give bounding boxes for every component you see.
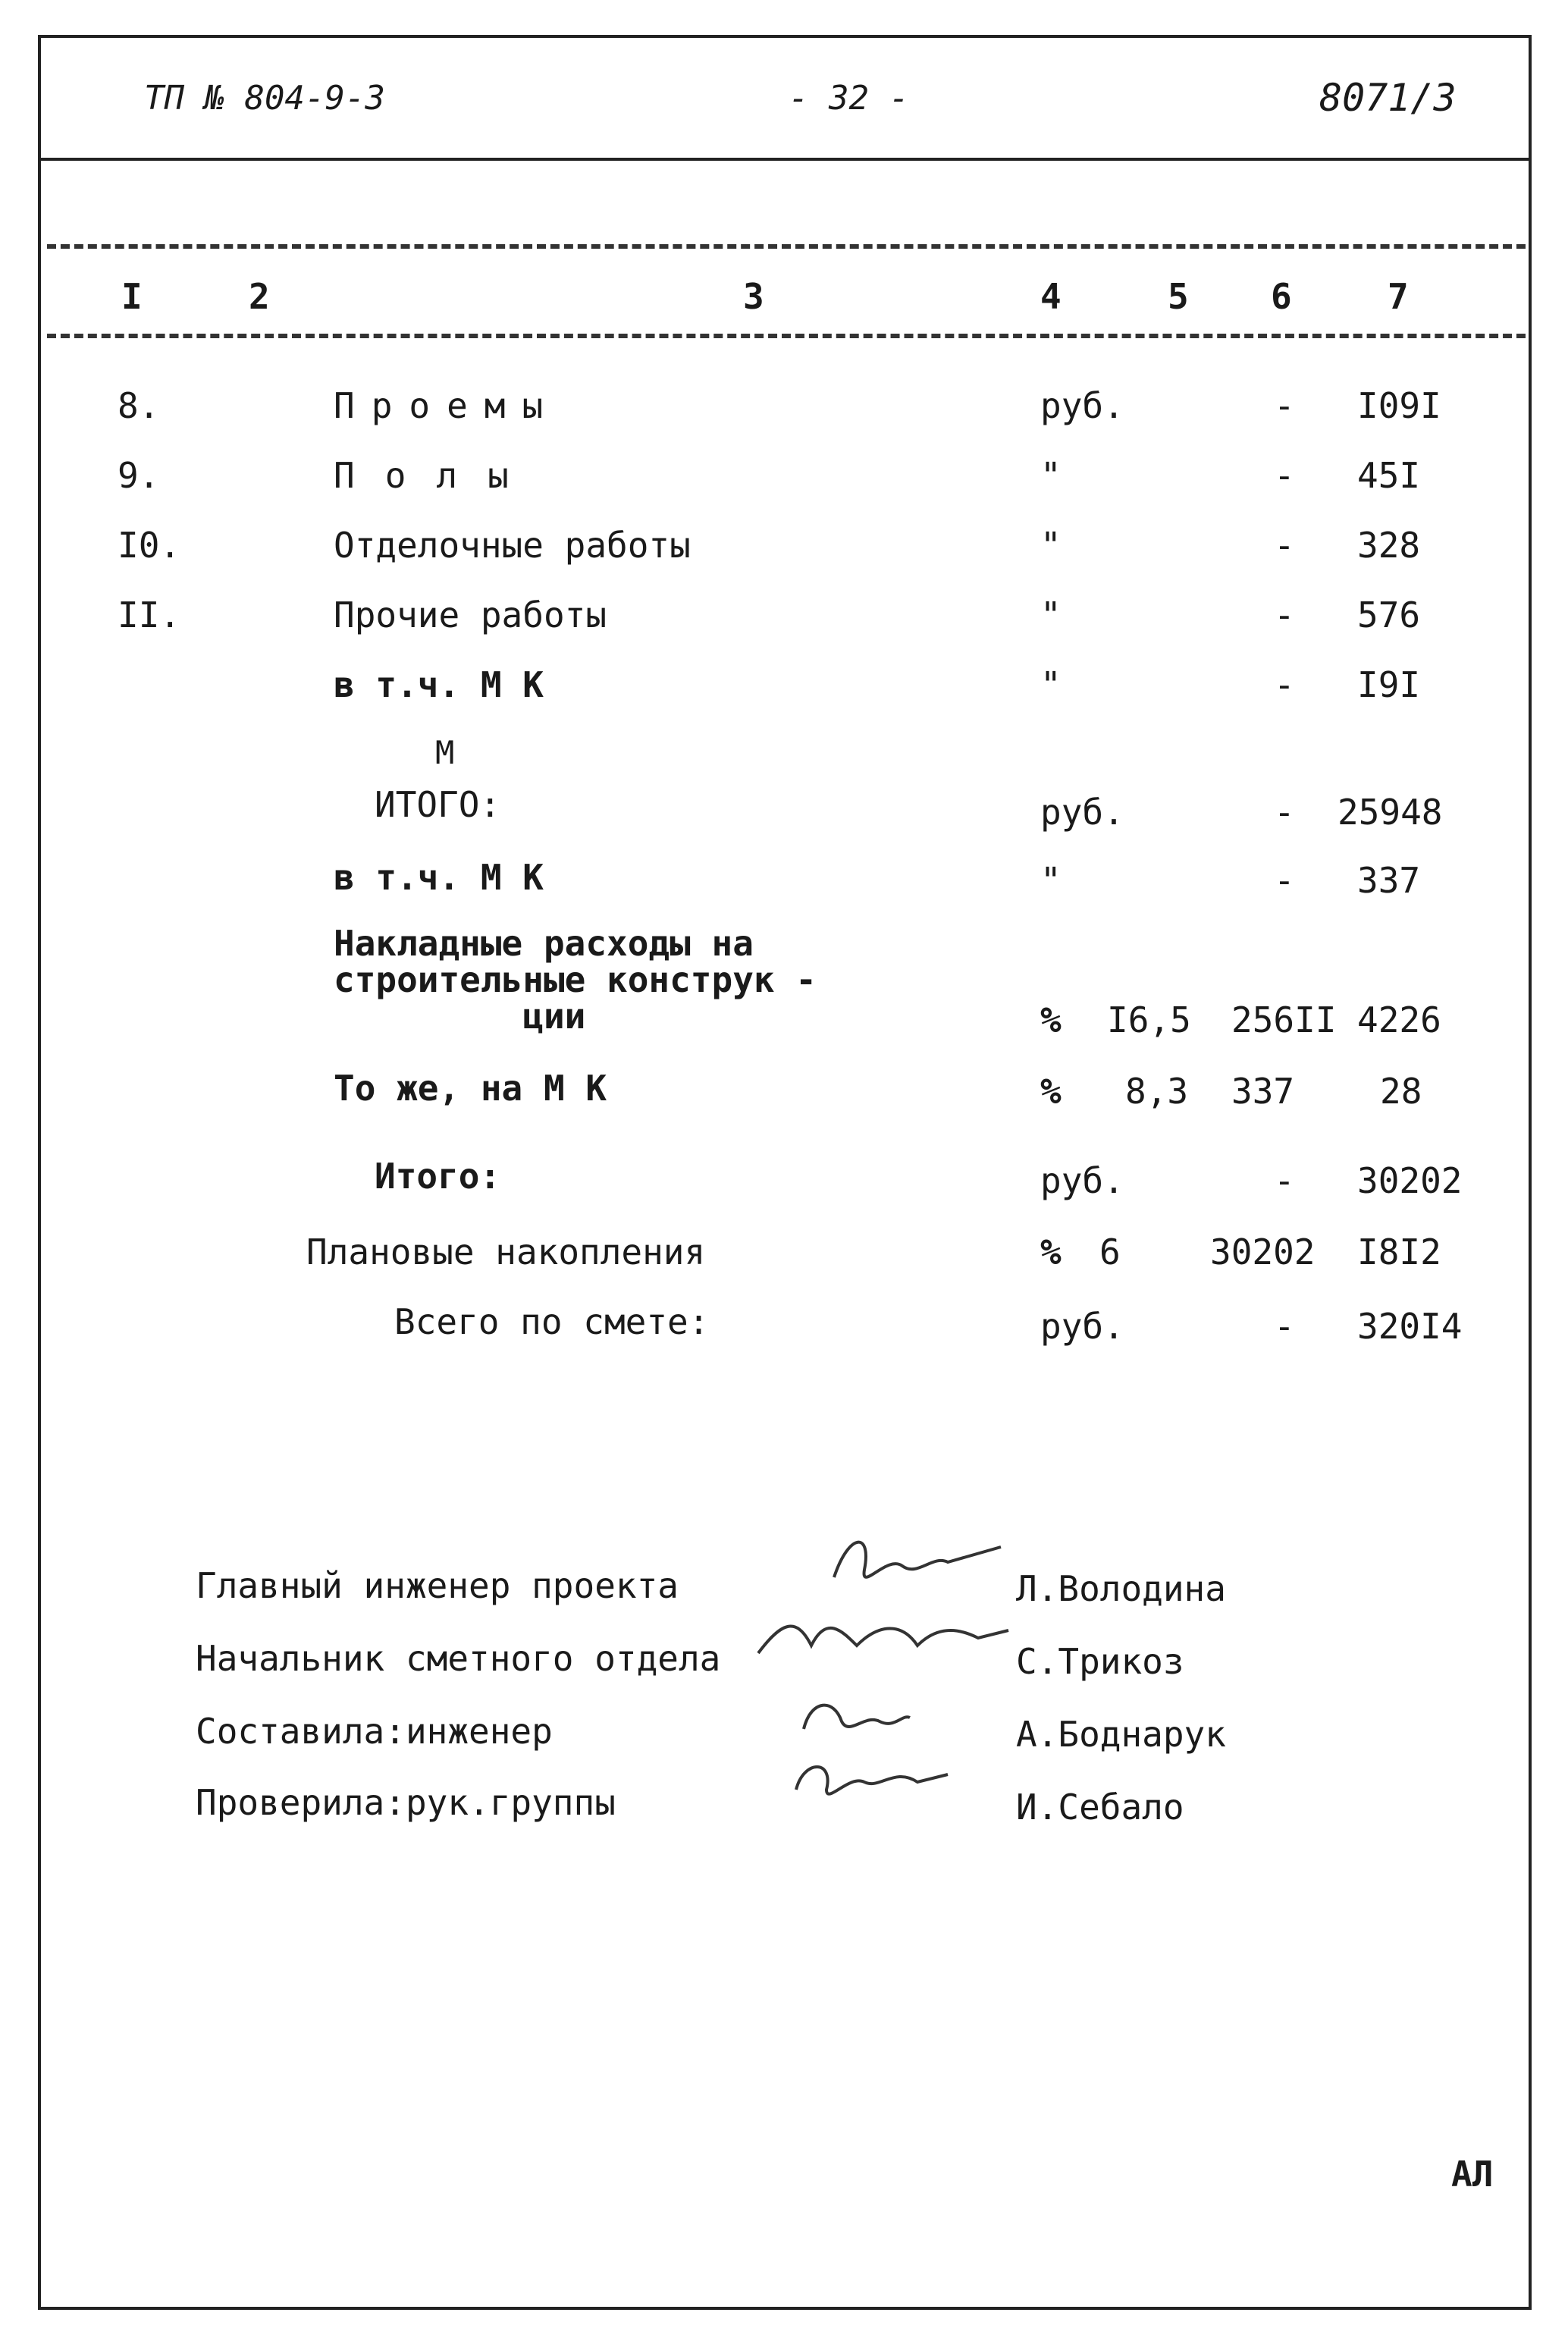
signer-role: Главный инженер проекта	[196, 1565, 679, 1606]
total-unit: руб.	[1040, 792, 1124, 833]
total-c7: 30202	[1357, 1160, 1463, 1201]
total-c5: I6,5	[1107, 999, 1191, 1040]
row-num: II.	[118, 595, 181, 635]
total-c6: -	[1274, 1306, 1295, 1347]
row-c6: -	[1274, 455, 1295, 496]
total-unit: руб.	[1040, 1160, 1124, 1201]
row-unit: "	[1040, 595, 1062, 635]
signer-name: И.Себало	[1016, 1787, 1184, 1828]
signer-role: Проверила:рук.группы	[196, 1782, 616, 1823]
row-unit: "	[1040, 525, 1062, 566]
signature-3-scribble	[789, 1683, 925, 1752]
signature-4-scribble	[781, 1744, 963, 1820]
signature-1-scribble	[819, 1524, 1016, 1608]
row-c7: 576	[1357, 595, 1421, 635]
m-letter: М	[435, 734, 455, 771]
total-c6: -	[1274, 1160, 1295, 1201]
doc-code: ТП № 804-9-3	[144, 79, 385, 118]
total-name: ИТОГО:	[375, 784, 501, 825]
total-c6: -	[1274, 792, 1295, 833]
col-4: 4	[1040, 276, 1062, 317]
row-c6: -	[1274, 595, 1295, 635]
signer-name: Л.Володина	[1016, 1568, 1226, 1609]
total-c6: -	[1274, 860, 1295, 901]
total-unit: руб.	[1040, 1306, 1124, 1347]
total-unit: %	[1040, 999, 1062, 1040]
row-num: 9.	[118, 455, 160, 496]
total-name: То же, на М К	[334, 1068, 607, 1109]
total-unit: %	[1040, 1071, 1062, 1112]
col-5: 5	[1168, 276, 1189, 317]
column-top-rule	[47, 244, 1526, 249]
row-num: 8.	[118, 385, 160, 426]
signature-2-scribble	[751, 1600, 1024, 1683]
row-c7: 45I	[1357, 455, 1421, 496]
row-c7: I9I	[1357, 664, 1421, 705]
total-c7: I8I2	[1357, 1232, 1441, 1272]
total-c5: 6	[1099, 1232, 1121, 1272]
row-name: Прочие работы	[334, 595, 607, 635]
col-3: 3	[743, 276, 764, 317]
row-name: Отделочные работы	[334, 525, 691, 566]
page-frame	[38, 35, 1532, 2310]
row-unit: "	[1040, 455, 1062, 496]
sheet-number: 8071/3	[1319, 76, 1457, 120]
total-c6: 30202	[1210, 1232, 1316, 1272]
total-unit: "	[1040, 860, 1062, 901]
row-num: I0.	[118, 525, 181, 566]
total-c7: 4226	[1357, 999, 1441, 1040]
row-c7: I09I	[1357, 385, 1441, 426]
col-7: 7	[1388, 276, 1409, 317]
total-name: в т.ч. М К	[334, 857, 544, 898]
col-6: 6	[1271, 276, 1292, 317]
row-c6: -	[1274, 385, 1295, 426]
total-c7: 28	[1380, 1071, 1422, 1112]
col-2: 2	[249, 276, 270, 317]
column-bottom-rule	[47, 334, 1526, 338]
header-rule	[38, 158, 1532, 161]
row-c6: -	[1274, 664, 1295, 705]
footer-mark: АЛ	[1451, 2154, 1494, 2195]
row-c6: -	[1274, 525, 1295, 566]
total-name: Плановые накопления	[306, 1232, 706, 1272]
row-name: Проемы	[334, 385, 560, 426]
total-unit: %	[1040, 1232, 1062, 1272]
signer-role: Начальник сметного отдела	[196, 1638, 721, 1679]
total-c6: 256II	[1231, 999, 1337, 1040]
row-name: Полы	[334, 455, 539, 496]
page-number: - 32 -	[789, 79, 909, 118]
row-c7: 328	[1357, 525, 1421, 566]
row-unit: "	[1040, 664, 1062, 705]
total-c5: 8,3	[1125, 1071, 1189, 1112]
row-name: в т.ч. М К	[334, 664, 544, 705]
total-c7: 25948	[1338, 792, 1443, 833]
total-name: Накладные расходы на строительные конструк - ции	[334, 923, 817, 1037]
total-c7: 320I4	[1357, 1306, 1463, 1347]
total-c6: 337	[1231, 1071, 1295, 1112]
signer-name: А.Боднарук	[1016, 1714, 1226, 1755]
total-c7: 337	[1357, 860, 1421, 901]
total-name: Итого:	[375, 1156, 501, 1197]
total-name: Всего по смете:	[394, 1301, 710, 1342]
row-unit: руб.	[1040, 385, 1124, 426]
col-1: I	[121, 276, 143, 317]
signer-name: С.Трикоз	[1016, 1641, 1184, 1682]
signer-role: Составила:инженер	[196, 1711, 553, 1752]
